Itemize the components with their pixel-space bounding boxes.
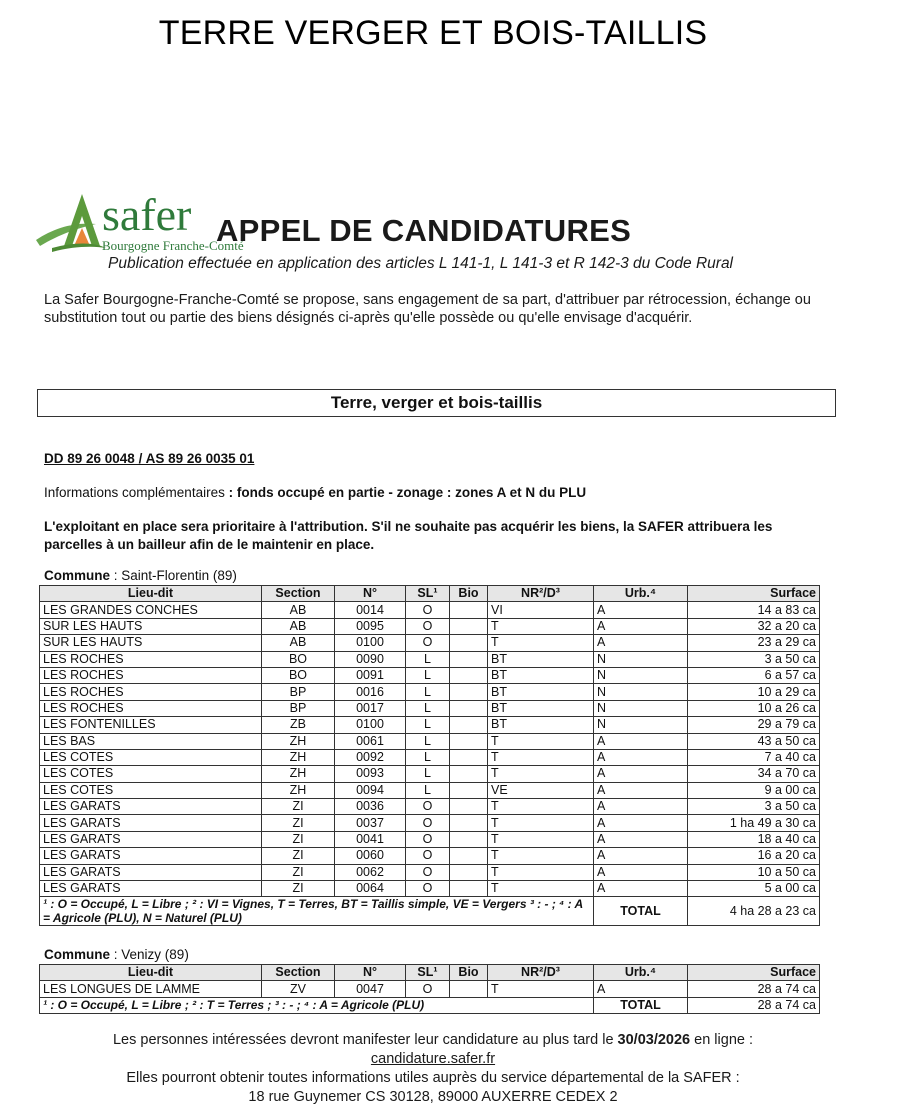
- section-cell: ZI: [262, 831, 335, 847]
- table-row: [40, 733, 820, 749]
- section-cell: ZV: [262, 981, 335, 997]
- column-header: Lieu-dit: [40, 586, 262, 602]
- table-header-row: [40, 586, 820, 602]
- bio-cell: [450, 717, 488, 733]
- column-header: Urb.⁴: [594, 586, 688, 602]
- commune-name: : Saint-Florentin (89): [113, 568, 237, 583]
- column-header: Surface: [688, 586, 820, 602]
- bio-cell: [450, 651, 488, 667]
- logo-region: Bourgogne Franche-Comté: [102, 238, 244, 253]
- table-row: [40, 815, 820, 831]
- section-cell: BO: [262, 651, 335, 667]
- numero-cell: 0100: [335, 717, 406, 733]
- bio-cell: [450, 848, 488, 864]
- urb-cell: A: [594, 766, 688, 782]
- lieu-dit-cell: LES GARATS: [40, 864, 262, 880]
- lieu-dit-cell: LES GARATS: [40, 831, 262, 847]
- column-header: SL¹: [406, 586, 450, 602]
- total-value: 28 a 74 ca: [688, 997, 820, 1013]
- lieu-dit-cell: SUR LES HAUTS: [40, 635, 262, 651]
- surface-cell: 16 a 20 ca: [688, 848, 820, 864]
- section-cell: ZH: [262, 782, 335, 798]
- bio-cell: [450, 815, 488, 831]
- sl-cell: L: [406, 651, 450, 667]
- nature-cell: T: [488, 831, 594, 847]
- surface-cell: 10 a 29 ca: [688, 684, 820, 700]
- table-row: [40, 831, 820, 847]
- section-cell: ZI: [262, 815, 335, 831]
- nature-cell: T: [488, 799, 594, 815]
- deadline-date: 30/03/2026: [617, 1032, 691, 1048]
- numero-cell: 0091: [335, 667, 406, 683]
- nature-cell: T: [488, 864, 594, 880]
- sl-cell: L: [406, 667, 450, 683]
- banner-title: TERRE VERGER ET BOIS-TAILLIS: [158, 14, 708, 52]
- footer-text: Les personnes intéressées devront manifester leur candidature au plus tard le: [112, 1032, 618, 1048]
- section-cell: ZB: [262, 717, 335, 733]
- nature-cell: BT: [488, 667, 594, 683]
- parcel-table-saint-florentin: [39, 585, 820, 926]
- sl-cell: O: [406, 799, 450, 815]
- table-row: [40, 864, 820, 880]
- logo-wordmark: safer: [102, 189, 192, 240]
- numero-cell: 0017: [335, 700, 406, 716]
- numero-cell: 0094: [335, 782, 406, 798]
- column-header: Surface: [688, 965, 820, 981]
- commune-name: : Venizy (89): [113, 947, 189, 962]
- surface-cell: 10 a 26 ca: [688, 700, 820, 716]
- table-row: [40, 766, 820, 782]
- urb-cell: N: [594, 717, 688, 733]
- nature-cell: T: [488, 848, 594, 864]
- nature-cell: T: [488, 733, 594, 749]
- section-cell: AB: [262, 602, 335, 618]
- lieu-dit-cell: LES GARATS: [40, 815, 262, 831]
- sl-cell: L: [406, 700, 450, 716]
- application-link[interactable]: candidature.safer.fr: [370, 1051, 496, 1067]
- numero-cell: 0095: [335, 618, 406, 634]
- numero-cell: 0041: [335, 831, 406, 847]
- footer-info-line: Elles pourront obtenir toutes informations utiles auprès du service départemental de la SAFER :: [126, 1070, 740, 1086]
- nature-cell: T: [488, 749, 594, 765]
- nature-cell: T: [488, 766, 594, 782]
- lieu-dit-cell: LES BAS: [40, 733, 262, 749]
- nature-cell: T: [488, 815, 594, 831]
- section-cell: BP: [262, 700, 335, 716]
- commune-label: Commune: [44, 947, 111, 962]
- footer: [0, 1031, 866, 1107]
- bio-cell: [450, 618, 488, 634]
- surface-cell: 7 a 40 ca: [688, 749, 820, 765]
- surface-cell: 3 a 50 ca: [688, 651, 820, 667]
- urb-cell: A: [594, 602, 688, 618]
- lieu-dit-cell: SUR LES HAUTS: [40, 618, 262, 634]
- numero-cell: 0061: [335, 733, 406, 749]
- nature-cell: VI: [488, 602, 594, 618]
- urb-cell: N: [594, 651, 688, 667]
- sl-cell: O: [406, 618, 450, 634]
- table-row: [40, 700, 820, 716]
- total-row: [40, 997, 820, 1013]
- sl-cell: O: [406, 864, 450, 880]
- urb-cell: A: [594, 864, 688, 880]
- urb-cell: A: [594, 831, 688, 847]
- nature-cell: T: [488, 618, 594, 634]
- bio-cell: [450, 684, 488, 700]
- document-title: APPEL DE CANDIDATURES: [216, 213, 632, 248]
- table-row: [40, 717, 820, 733]
- urb-cell: A: [594, 848, 688, 864]
- total-value: 4 ha 28 a 23 ca: [688, 897, 820, 926]
- commune-heading: [44, 568, 237, 583]
- lieu-dit-cell: LES ROCHES: [40, 700, 262, 716]
- surface-cell: 3 a 50 ca: [688, 799, 820, 815]
- bio-cell: [450, 700, 488, 716]
- lieu-dit-cell: LES FONTENILLES: [40, 717, 262, 733]
- lieu-dit-cell: LES ROCHES: [40, 667, 262, 683]
- lieu-dit-cell: LES GARATS: [40, 881, 262, 897]
- column-header: Section: [262, 586, 335, 602]
- column-header: N°: [335, 586, 406, 602]
- info-value: : fonds occupé en partie - zonage : zones A et N du PLU: [228, 485, 587, 500]
- lieu-dit-cell: LES GRANDES CONCHES: [40, 602, 262, 618]
- section-cell: ZI: [262, 799, 335, 815]
- lieu-dit-cell: LES ROCHES: [40, 684, 262, 700]
- lieu-dit-cell: LES GARATS: [40, 848, 262, 864]
- bio-cell: [450, 881, 488, 897]
- table-row: [40, 635, 820, 651]
- sl-cell: L: [406, 717, 450, 733]
- table-row: [40, 684, 820, 700]
- table-row: [40, 981, 820, 997]
- sl-cell: L: [406, 684, 450, 700]
- urb-cell: A: [594, 881, 688, 897]
- nature-cell: T: [488, 881, 594, 897]
- sl-cell: L: [406, 733, 450, 749]
- footer-address: 18 rue Guynemer CS 30128, 89000 AUXERRE CEDEX 2: [248, 1089, 618, 1105]
- bio-cell: [450, 602, 488, 618]
- lieu-dit-cell: LES COTES: [40, 766, 262, 782]
- table-row: [40, 602, 820, 618]
- footer-deadline-line: [0, 1031, 866, 1050]
- surface-cell: 29 a 79 ca: [688, 717, 820, 733]
- lieu-dit-cell: LES COTES: [40, 782, 262, 798]
- bio-cell: [450, 782, 488, 798]
- lieu-dit-cell: LES ROCHES: [40, 651, 262, 667]
- surface-cell: 18 a 40 ca: [688, 831, 820, 847]
- sl-cell: L: [406, 782, 450, 798]
- urb-cell: N: [594, 684, 688, 700]
- urb-cell: A: [594, 815, 688, 831]
- surface-cell: 10 a 50 ca: [688, 864, 820, 880]
- info-label: Informations complémentaires: [44, 485, 225, 500]
- table-legend: ¹ : O = Occupé, L = Libre ; ² : T = Terres ; ³ : - ; ⁴ : A = Agricole (PLU): [40, 997, 594, 1013]
- table-row: [40, 667, 820, 683]
- bio-cell: [450, 733, 488, 749]
- table-row: [40, 799, 820, 815]
- sl-cell: L: [406, 766, 450, 782]
- sl-cell: L: [406, 749, 450, 765]
- surface-cell: 1 ha 49 a 30 ca: [688, 815, 820, 831]
- sl-cell: O: [406, 815, 450, 831]
- bio-cell: [450, 981, 488, 997]
- urb-cell: A: [594, 749, 688, 765]
- sl-cell: O: [406, 602, 450, 618]
- intro-paragraph: La Safer Bourgogne-Franche-Comté se propose, sans engagement de sa part, d'attribuer par rétrocession, échange ou substitution tout ou partie des biens désignés ci-après qu'elle possède ou qu'elle envisage d'acquérir.: [44, 292, 811, 326]
- column-header: Bio: [450, 965, 488, 981]
- surface-cell: 14 a 83 ca: [688, 602, 820, 618]
- nature-cell: BT: [488, 684, 594, 700]
- additional-info: [44, 485, 586, 500]
- surface-cell: 5 a 00 ca: [688, 881, 820, 897]
- numero-cell: 0064: [335, 881, 406, 897]
- surface-cell: 34 a 70 ca: [688, 766, 820, 782]
- total-label: TOTAL: [594, 897, 688, 926]
- footer-text: en ligne :: [690, 1032, 754, 1048]
- surface-cell: 32 a 20 ca: [688, 618, 820, 634]
- surface-cell: 43 a 50 ca: [688, 733, 820, 749]
- surface-cell: 28 a 74 ca: [688, 981, 820, 997]
- table-row: [40, 749, 820, 765]
- column-header: Lieu-dit: [40, 965, 262, 981]
- section-cell: ZI: [262, 864, 335, 880]
- bio-cell: [450, 766, 488, 782]
- column-header: Section: [262, 965, 335, 981]
- numero-cell: 0016: [335, 684, 406, 700]
- bio-cell: [450, 831, 488, 847]
- lieu-dit-cell: LES LONGUES DE LAMME: [40, 981, 262, 997]
- table-row: [40, 848, 820, 864]
- surface-cell: 6 a 57 ca: [688, 667, 820, 683]
- priority-notice: L'exploitant en place sera prioritaire à l'attribution. S'il ne souhaite pas acquérir les biens, la SAFER attribuera les parcelles à un bailleur afin de le maintenir en place.: [44, 519, 773, 552]
- numero-cell: 0062: [335, 864, 406, 880]
- commune-heading: [44, 947, 189, 962]
- section-cell: ZH: [262, 766, 335, 782]
- urb-cell: A: [594, 799, 688, 815]
- sl-cell: O: [406, 981, 450, 997]
- section-cell: ZI: [262, 881, 335, 897]
- nature-cell: VE: [488, 782, 594, 798]
- column-header: NR²/D³: [488, 965, 594, 981]
- section-title-box: Terre, verger et bois-taillis: [37, 389, 836, 417]
- bio-cell: [450, 667, 488, 683]
- total-label: TOTAL: [594, 997, 688, 1013]
- numero-cell: 0036: [335, 799, 406, 815]
- column-header: Bio: [450, 586, 488, 602]
- section-cell: BP: [262, 684, 335, 700]
- section-cell: ZI: [262, 848, 335, 864]
- parcel-table-venizy: [39, 964, 820, 1014]
- nature-cell: T: [488, 981, 594, 997]
- sl-cell: O: [406, 848, 450, 864]
- lieu-dit-cell: LES COTES: [40, 749, 262, 765]
- table-row: [40, 651, 820, 667]
- surface-cell: 9 a 00 ca: [688, 782, 820, 798]
- column-header: SL¹: [406, 965, 450, 981]
- nature-cell: T: [488, 635, 594, 651]
- urb-cell: N: [594, 667, 688, 683]
- urb-cell: A: [594, 618, 688, 634]
- section-cell: ZH: [262, 733, 335, 749]
- urb-cell: A: [594, 733, 688, 749]
- urb-cell: A: [594, 782, 688, 798]
- numero-cell: 0047: [335, 981, 406, 997]
- nature-cell: BT: [488, 651, 594, 667]
- numero-cell: 0090: [335, 651, 406, 667]
- numero-cell: 0100: [335, 635, 406, 651]
- total-row: [40, 897, 820, 926]
- bio-cell: [450, 635, 488, 651]
- numero-cell: 0037: [335, 815, 406, 831]
- table-row: [40, 618, 820, 634]
- urb-cell: N: [594, 700, 688, 716]
- table-row: [40, 782, 820, 798]
- section-cell: ZH: [262, 749, 335, 765]
- bio-cell: [450, 864, 488, 880]
- section-cell: BO: [262, 667, 335, 683]
- numero-cell: 0014: [335, 602, 406, 618]
- sl-cell: O: [406, 881, 450, 897]
- column-header: N°: [335, 965, 406, 981]
- urb-cell: A: [594, 635, 688, 651]
- section-cell: AB: [262, 635, 335, 651]
- numero-cell: 0060: [335, 848, 406, 864]
- commune-label: Commune: [44, 568, 111, 583]
- sl-cell: O: [406, 831, 450, 847]
- numero-cell: 0093: [335, 766, 406, 782]
- surface-cell: 23 a 29 ca: [688, 635, 820, 651]
- lieu-dit-cell: LES GARATS: [40, 799, 262, 815]
- table-row: [40, 881, 820, 897]
- column-header: NR²/D³: [488, 586, 594, 602]
- table-legend: ¹ : O = Occupé, L = Libre ; ² : VI = Vignes, T = Terres, BT = Taillis simple, VE = Vergers ³ : - ; ⁴ : A = Agricole (PLU), N = Naturel (PLU): [40, 897, 594, 926]
- bio-cell: [450, 749, 488, 765]
- sl-cell: O: [406, 635, 450, 651]
- numero-cell: 0092: [335, 749, 406, 765]
- table-header-row: [40, 965, 820, 981]
- section-cell: AB: [262, 618, 335, 634]
- document-subtitle: Publication effectuée en application des articles L 141-1, L 141-3 et R 142-3 du Code Rural: [108, 255, 734, 272]
- nature-cell: BT: [488, 700, 594, 716]
- nature-cell: BT: [488, 717, 594, 733]
- urb-cell: A: [594, 981, 688, 997]
- reference-number: DD 89 26 0048 / AS 89 26 0035 01: [44, 451, 255, 466]
- bio-cell: [450, 799, 488, 815]
- column-header: Urb.⁴: [594, 965, 688, 981]
